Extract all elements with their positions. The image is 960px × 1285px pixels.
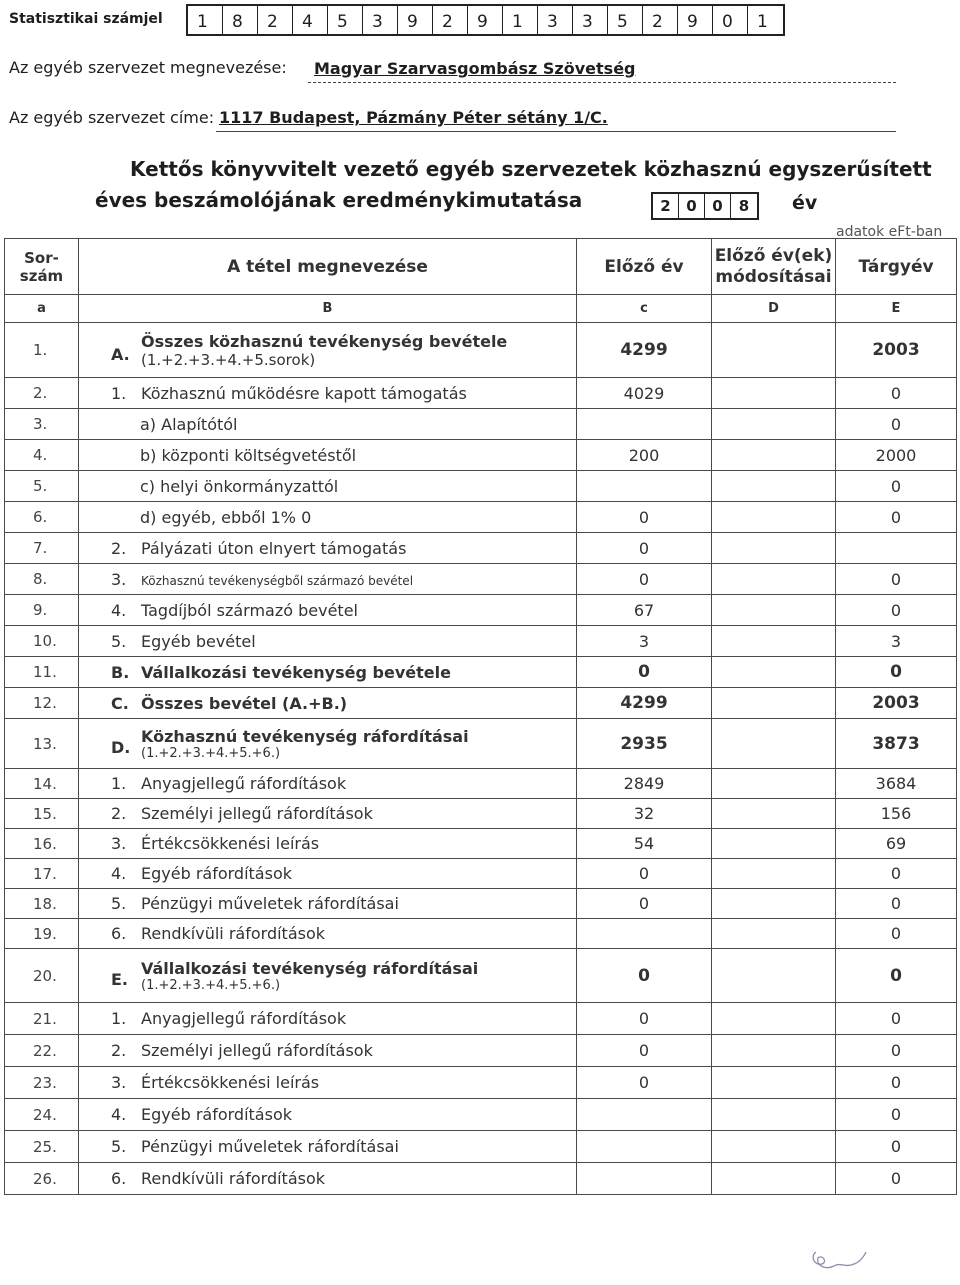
item-number: 3. xyxy=(111,834,127,853)
row-number: 3. xyxy=(5,409,79,440)
modification-value xyxy=(712,688,836,719)
row-number: 20. xyxy=(5,949,79,1003)
row-title: Vállalkozási tevékenység bevétele xyxy=(141,662,451,682)
row-number: 5. xyxy=(5,471,79,502)
stat-digit: 5 xyxy=(328,6,363,34)
row-label xyxy=(79,533,577,564)
modification-value xyxy=(712,533,836,564)
row-title: Közhasznú tevékenység ráfordításai xyxy=(141,726,469,746)
item-number: 2. xyxy=(111,1041,127,1060)
row-number: 11. xyxy=(5,657,79,688)
row-number: 8. xyxy=(5,564,79,595)
row-number: 18. xyxy=(5,889,79,919)
org-address-line xyxy=(216,131,896,132)
previous-year-value: 2849 xyxy=(577,769,712,799)
table-row xyxy=(5,533,957,564)
row-number: 24. xyxy=(5,1099,79,1131)
current-year-value: 0 xyxy=(836,471,957,502)
row-title: Értékcsökkenési leírás xyxy=(141,834,320,853)
table-row xyxy=(5,949,957,1003)
income-statement-table xyxy=(4,238,957,1195)
table-row xyxy=(5,889,957,919)
row-label xyxy=(79,829,577,859)
row-subtitle: (1.+2.+3.+4.+5.+6.) xyxy=(141,977,281,993)
item-number: 3. xyxy=(111,569,127,589)
row-number: 22. xyxy=(5,1035,79,1067)
table-row xyxy=(5,595,957,626)
row-title: d) egyéb, ebből 1% 0 xyxy=(140,507,312,527)
item-number: 5. xyxy=(111,1137,127,1156)
modification-value xyxy=(712,1131,836,1163)
row-title: Pénzügyi műveletek ráfordításai xyxy=(141,1137,399,1156)
current-year-value: 0 xyxy=(836,889,957,919)
item-number: 3. xyxy=(111,1073,127,1092)
row-title: a) Alapítótól xyxy=(140,414,238,434)
stat-digit: 8 xyxy=(223,6,258,34)
row-title: Összes közhasznú tevékenység bevétele xyxy=(141,331,508,351)
row-title: Anyagjellegű ráfordítások xyxy=(141,1009,347,1028)
row-title: Közhasznú tevékenységből származó bevétel xyxy=(141,573,414,588)
stat-digit: 2 xyxy=(433,6,468,34)
stat-digit: 1 xyxy=(503,6,538,34)
row-label xyxy=(79,859,577,889)
year-boxes xyxy=(651,192,759,220)
current-year-value: 0 xyxy=(836,1131,957,1163)
modification-value xyxy=(712,949,836,1003)
modification-value xyxy=(712,440,836,471)
table-row xyxy=(5,1067,957,1099)
previous-year-value: 4299 xyxy=(577,688,712,719)
section-letter: E. xyxy=(111,970,129,989)
table-row xyxy=(5,859,957,889)
stat-number-boxes xyxy=(186,4,785,36)
col-letter: E xyxy=(836,295,957,323)
row-number: 26. xyxy=(5,1163,79,1195)
stat-digit: 2 xyxy=(643,6,678,34)
previous-year-value: 3 xyxy=(577,626,712,657)
document-title-line2: éves beszámolójának eredménykimutatása xyxy=(95,188,583,212)
row-title: b) központi költségvetéstől xyxy=(140,445,357,465)
item-number: 2. xyxy=(111,804,127,823)
current-year-value: 0 xyxy=(836,1163,957,1195)
row-number: 9. xyxy=(5,595,79,626)
signature-mark xyxy=(808,1244,872,1278)
table-row xyxy=(5,688,957,719)
row-subtitle: (1.+2.+3.+4.+5.+6.) xyxy=(141,745,281,761)
table-row xyxy=(5,323,957,378)
org-name-label: Az egyéb szervezet megnevezése: xyxy=(9,58,287,77)
stat-digit: 4 xyxy=(293,6,328,34)
table-row xyxy=(5,626,957,657)
current-year-value: 3684 xyxy=(836,769,957,799)
previous-year-value: 0 xyxy=(577,1067,712,1099)
current-year-value: 0 xyxy=(836,409,957,440)
row-label xyxy=(79,1067,577,1099)
previous-year-value: 0 xyxy=(577,889,712,919)
table-row xyxy=(5,409,957,440)
modification-value xyxy=(712,564,836,595)
table-row xyxy=(5,502,957,533)
row-label xyxy=(79,889,577,919)
modification-value xyxy=(712,889,836,919)
previous-year-value: 54 xyxy=(577,829,712,859)
row-number: 10. xyxy=(5,626,79,657)
current-year-value: 2003 xyxy=(836,323,957,378)
row-label xyxy=(79,1131,577,1163)
previous-year-value: 0 xyxy=(577,564,712,595)
modification-value xyxy=(712,626,836,657)
stat-digit: 1 xyxy=(757,12,768,32)
table-row xyxy=(5,919,957,949)
stat-digit: 3 xyxy=(538,6,573,34)
item-number: 6. xyxy=(111,924,127,943)
item-number: 1. xyxy=(111,1009,127,1028)
modification-value xyxy=(712,799,836,829)
row-label xyxy=(79,1035,577,1067)
previous-year-value xyxy=(577,471,712,502)
org-address: 1117 Budapest, Pázmány Péter sétány 1/C. xyxy=(219,108,608,127)
current-year-value: 2000 xyxy=(836,440,957,471)
previous-year-value: 4029 xyxy=(577,378,712,409)
modification-value xyxy=(712,719,836,769)
previous-year-value: 0 xyxy=(577,533,712,564)
col-header-row-number: Sor- szám xyxy=(5,239,79,295)
row-title: Rendkívüli ráfordítások xyxy=(141,924,326,943)
modification-value xyxy=(712,323,836,378)
item-number: 1. xyxy=(111,383,127,403)
item-number: 5. xyxy=(111,631,127,651)
row-title: c) helyi önkormányzattól xyxy=(140,476,339,496)
row-label xyxy=(79,378,577,409)
col-letter: B xyxy=(79,295,577,323)
table-row xyxy=(5,799,957,829)
current-year-value: 3 xyxy=(836,626,957,657)
current-year-value: 0 xyxy=(836,564,957,595)
org-address-label: Az egyéb szervezet címe: xyxy=(9,108,215,127)
col-letter: c xyxy=(577,295,712,323)
table-row xyxy=(5,1003,957,1035)
table-row xyxy=(5,1163,957,1195)
row-title: Tagdíjból származó bevétel xyxy=(141,600,358,620)
table-row xyxy=(5,829,957,859)
document-title-line1: Kettős könyvvitelt vezető egyéb szervezetek közhasznú egyszerűsített xyxy=(130,157,932,181)
modification-value xyxy=(712,409,836,440)
previous-year-value xyxy=(577,1131,712,1163)
previous-year-value: 0 xyxy=(577,657,712,688)
previous-year-value: 0 xyxy=(577,859,712,889)
row-number: 23. xyxy=(5,1067,79,1099)
current-year-value: 3873 xyxy=(836,719,957,769)
row-title: Összes bevétel (A.+B.) xyxy=(141,693,348,713)
item-number: 6. xyxy=(111,1169,127,1188)
row-label xyxy=(79,769,577,799)
previous-year-value: 0 xyxy=(577,1035,712,1067)
year-digit: 8 xyxy=(738,197,750,215)
stat-digit: 5 xyxy=(608,6,643,34)
modification-value xyxy=(712,769,836,799)
year-digit: 2 xyxy=(653,194,679,218)
table-row xyxy=(5,769,957,799)
item-number: 2. xyxy=(111,538,127,558)
row-number: 17. xyxy=(5,859,79,889)
modification-value xyxy=(712,1163,836,1195)
modification-value xyxy=(712,1099,836,1131)
stat-digit: 3 xyxy=(363,6,398,34)
year-digit: 0 xyxy=(705,194,731,218)
row-title: Személyi jellegű ráfordítások xyxy=(141,804,373,823)
org-name: Magyar Szarvasgombász Szövetség xyxy=(314,59,636,78)
row-title: Pénzügyi műveletek ráfordításai xyxy=(141,894,399,913)
current-year-value: 0 xyxy=(836,919,957,949)
current-year-value: 0 xyxy=(836,595,957,626)
previous-year-value xyxy=(577,1099,712,1131)
table-row xyxy=(5,440,957,471)
table-row xyxy=(5,719,957,769)
row-title: Vállalkozási tevékenység ráfordításai xyxy=(141,958,479,978)
section-letter: B. xyxy=(111,662,130,682)
current-year-value: 0 xyxy=(836,657,957,688)
row-title: Egyéb ráfordítások xyxy=(141,864,292,883)
row-label xyxy=(79,949,577,1003)
row-title: Közhasznú működésre kapott támogatás xyxy=(141,383,467,403)
modification-value xyxy=(712,1003,836,1035)
stat-digit: 9 xyxy=(678,6,713,34)
modification-value xyxy=(712,919,836,949)
modification-value xyxy=(712,829,836,859)
previous-year-value: 67 xyxy=(577,595,712,626)
row-title: Rendkívüli ráfordítások xyxy=(141,1169,326,1188)
stat-number-label: Statisztikai számjel xyxy=(9,11,163,27)
row-subtitle: (1.+2.+3.+4.+5.sorok) xyxy=(141,350,316,369)
previous-year-value: 200 xyxy=(577,440,712,471)
row-number: 19. xyxy=(5,919,79,949)
stat-digit: 0 xyxy=(713,6,748,34)
table-row xyxy=(5,471,957,502)
row-label xyxy=(79,1099,577,1131)
row-title: Egyéb ráfordítások xyxy=(141,1105,292,1124)
stat-digit: 2 xyxy=(258,6,293,34)
row-number: 21. xyxy=(5,1003,79,1035)
col-letter: D xyxy=(712,295,836,323)
table-header-row xyxy=(5,239,957,295)
previous-year-value xyxy=(577,1163,712,1195)
row-title: Értékcsökkenési leírás xyxy=(141,1073,320,1092)
col-header-current-year: Tárgyév xyxy=(836,239,957,295)
column-letter-row xyxy=(5,295,957,323)
row-title: Pályázati úton elnyert támogatás xyxy=(141,538,407,558)
row-number: 6. xyxy=(5,502,79,533)
stat-digit: 3 xyxy=(573,6,608,34)
row-label xyxy=(79,799,577,829)
table-row xyxy=(5,378,957,409)
item-number: 4. xyxy=(111,600,127,620)
modification-value xyxy=(712,657,836,688)
row-label xyxy=(79,626,577,657)
item-number: 1. xyxy=(111,774,127,793)
modification-value xyxy=(712,1067,836,1099)
current-year-value: 2003 xyxy=(836,688,957,719)
item-number: 4. xyxy=(111,864,127,883)
section-letter: C. xyxy=(111,693,129,713)
previous-year-value xyxy=(577,409,712,440)
table-row xyxy=(5,1099,957,1131)
current-year-value: 0 xyxy=(836,859,957,889)
col-header-modifications: Előző év(ek) módosításai xyxy=(712,239,836,295)
row-label xyxy=(79,440,577,471)
stat-digit: 1 xyxy=(188,6,223,34)
col-header-previous-year: Előző év xyxy=(577,239,712,295)
row-title: Személyi jellegű ráfordítások xyxy=(141,1041,373,1060)
previous-year-value: 2935 xyxy=(577,719,712,769)
current-year-value: 0 xyxy=(836,502,957,533)
section-letter: A. xyxy=(111,344,130,364)
row-label xyxy=(79,502,577,533)
row-title: Anyagjellegű ráfordítások xyxy=(141,774,347,793)
table-row xyxy=(5,657,957,688)
current-year-value: 0 xyxy=(836,1067,957,1099)
row-label xyxy=(79,323,577,378)
row-label xyxy=(79,595,577,626)
modification-value xyxy=(712,595,836,626)
row-number: 14. xyxy=(5,769,79,799)
row-number: 1. xyxy=(5,323,79,378)
row-title: Egyéb bevétel xyxy=(141,631,256,651)
row-label xyxy=(79,1163,577,1195)
row-label xyxy=(79,719,577,769)
modification-value xyxy=(712,502,836,533)
row-number: 7. xyxy=(5,533,79,564)
row-number: 13. xyxy=(5,719,79,769)
current-year-value: 0 xyxy=(836,1035,957,1067)
modification-value xyxy=(712,471,836,502)
row-label xyxy=(79,471,577,502)
year-digit: 0 xyxy=(679,194,705,218)
current-year-value xyxy=(836,533,957,564)
row-number: 12. xyxy=(5,688,79,719)
current-year-value: 156 xyxy=(836,799,957,829)
row-label xyxy=(79,564,577,595)
row-label xyxy=(79,409,577,440)
previous-year-value xyxy=(577,919,712,949)
item-number: 4. xyxy=(111,1105,127,1124)
row-label xyxy=(79,657,577,688)
modification-value xyxy=(712,859,836,889)
stat-digit: 9 xyxy=(398,6,433,34)
section-letter: D. xyxy=(111,738,131,757)
current-year-value: 0 xyxy=(836,1003,957,1035)
row-number: 4. xyxy=(5,440,79,471)
table-row xyxy=(5,1035,957,1067)
stat-digit: 9 xyxy=(468,6,503,34)
org-name-line xyxy=(308,82,896,83)
previous-year-value: 0 xyxy=(577,1003,712,1035)
previous-year-value: 0 xyxy=(577,949,712,1003)
current-year-value: 0 xyxy=(836,1099,957,1131)
item-number: 5. xyxy=(111,894,127,913)
row-number: 25. xyxy=(5,1131,79,1163)
modification-value xyxy=(712,1035,836,1067)
col-header-item-name: A tétel megnevezése xyxy=(79,239,577,295)
row-label xyxy=(79,1003,577,1035)
previous-year-value: 32 xyxy=(577,799,712,829)
row-number: 16. xyxy=(5,829,79,859)
current-year-value: 0 xyxy=(836,378,957,409)
previous-year-value: 4299 xyxy=(577,323,712,378)
current-year-value: 0 xyxy=(836,949,957,1003)
modification-value xyxy=(712,378,836,409)
row-number: 2. xyxy=(5,378,79,409)
row-number: 15. xyxy=(5,799,79,829)
year-suffix: év xyxy=(792,192,818,214)
row-label xyxy=(79,919,577,949)
row-label xyxy=(79,688,577,719)
col-letter: a xyxy=(5,295,79,323)
previous-year-value: 0 xyxy=(577,502,712,533)
unit-note: adatok eFt-ban xyxy=(836,224,943,240)
table-row xyxy=(5,564,957,595)
current-year-value: 69 xyxy=(836,829,957,859)
table-row xyxy=(5,1131,957,1163)
